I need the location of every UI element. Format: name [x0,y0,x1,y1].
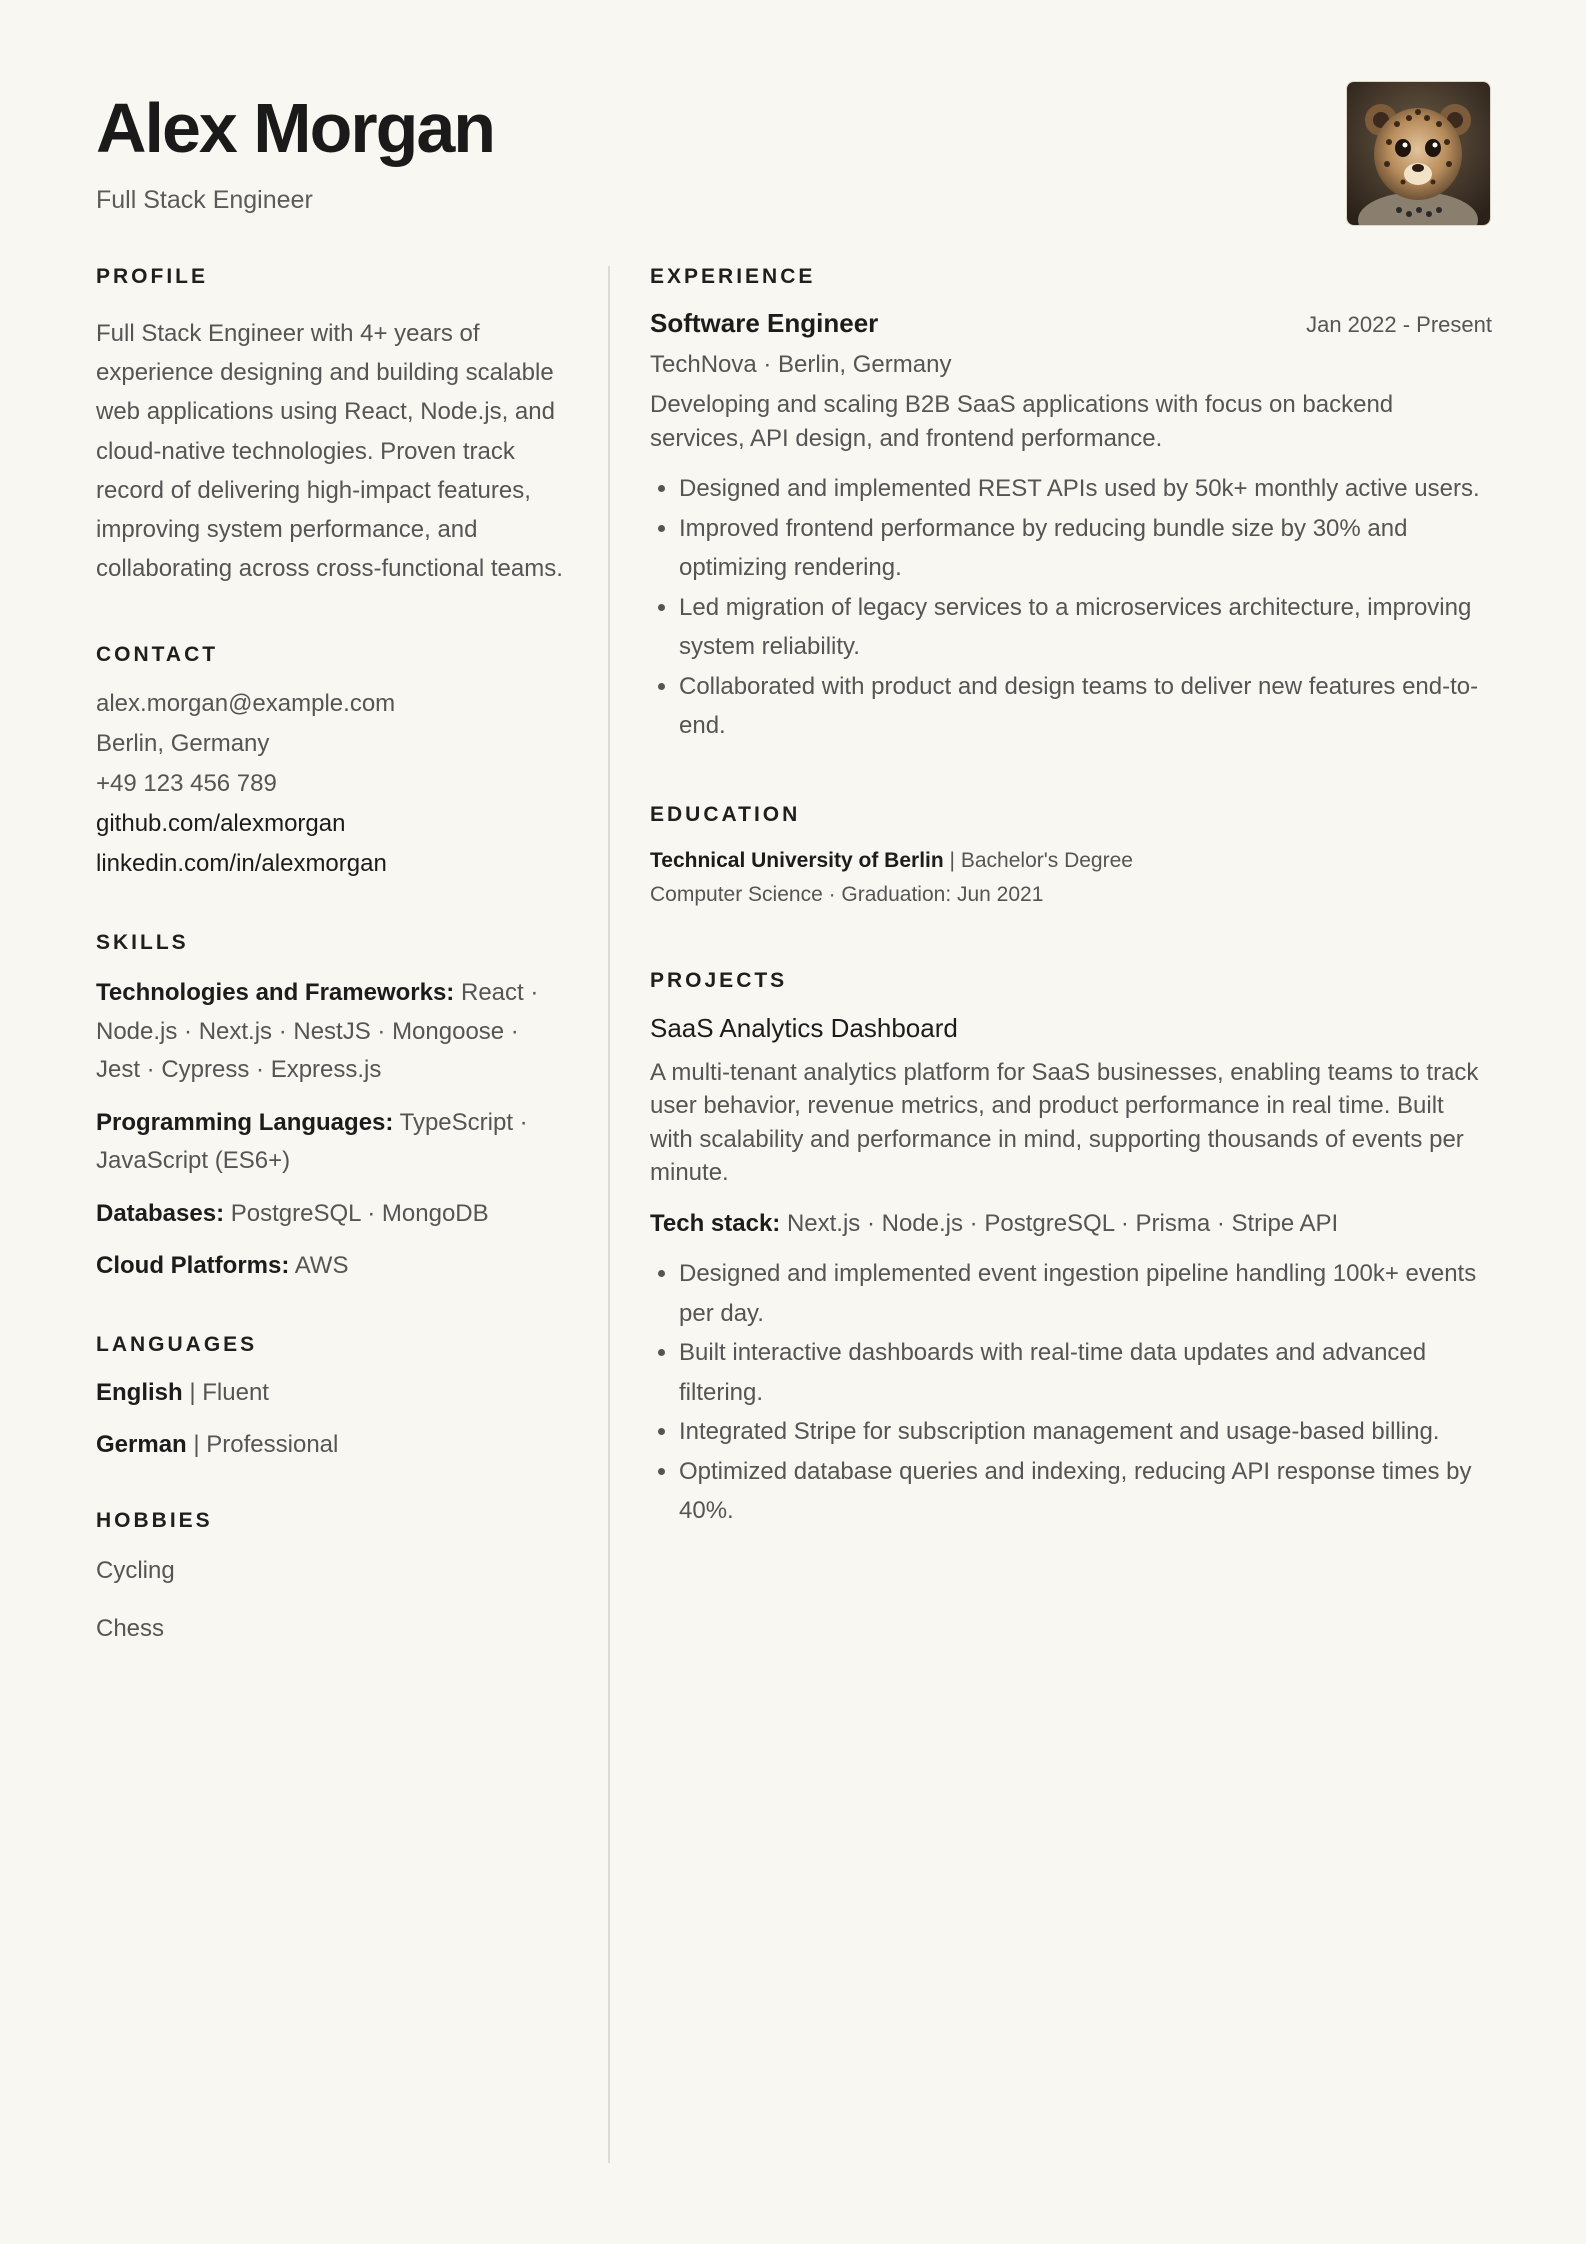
job-description: Developing and scaling B2B SaaS applications with focus on backend services, API design, and frontend performance. [650,391,1394,452]
contact-github-link[interactable]: github.com/alexmorgan [96,810,346,838]
list-item: • Improved frontend performance by reducing bundle size by 30% and optimizing rendering. [679,509,1492,588]
experience-section [650,262,1492,746]
right-column [650,262,1492,1531]
tech-stack-value: Next.js · Node.js · PostgreSQL · Prisma · Stripe API [786,1210,1339,1238]
job-bullets [650,469,1492,746]
skill-label: Cloud Platforms: [96,1252,290,1280]
skill-value: TypeScript · JavaScript (ES6+) [96,1108,528,1175]
contact-heading: CONTACT [96,643,219,667]
job-header [650,308,1492,346]
list-item: • Designed and implemented REST APIs used by 50k+ monthly active users. [679,469,1492,509]
education-heading: EDUCATION [650,802,801,826]
tech-stack-label: Tech stack: [650,1210,781,1238]
skill-label: Programming Languages: [96,1108,394,1136]
profile-section [96,262,566,588]
contact-section [96,640,566,884]
hobby-item: Cycling [96,1556,175,1584]
language-item [96,1376,566,1410]
profile-text: Full Stack Engineer with 4+ years of experience designing and building scalable web applications using React, Node.js, and cloud-native technologies. Proven track record of delivering high-impact features, improving system performance, and collaborating across cross-functional teams. [96,320,563,583]
job-company: TechNova · Berlin, Germany [650,351,952,378]
list-item: • Built interactive dashboards with real-time data updates and advanced filtering. [679,1333,1492,1412]
projects-section [650,966,1492,1531]
job-title: Software Engineer [650,308,879,338]
education-separator: | [949,848,956,872]
hobbies-section [96,1506,566,1658]
skills-section [96,928,566,1286]
contact-location: Berlin, Germany [96,730,270,758]
contact-email[interactable]: alex.morgan@example.com [96,690,396,718]
left-column [96,262,566,1658]
language-level: Fluent [202,1378,269,1406]
skill-group [96,1247,566,1286]
language-item [96,1428,566,1462]
language-separator: | [189,1378,196,1406]
language-name: English [96,1378,183,1406]
skill-group [96,1195,566,1234]
language-name: German [96,1430,187,1458]
avatar-cub-photo-icon [1347,82,1490,225]
languages-section [96,1330,566,1462]
project-description: A multi-tenant analytics platform for SaaS businesses, enabling teams to track user behavior, revenue metrics, and product performance in real time. Built with scalability and performance in mind, supporting thousands of events per minute. [650,1058,1479,1187]
skill-label: Technologies and Frameworks: [96,979,455,1007]
skill-value: AWS [294,1252,349,1280]
languages-heading: LANGUAGES [96,1332,258,1356]
skills-heading: SKILLS [96,931,189,955]
job-dates: Jan 2022 - Present [1306,312,1492,337]
hobbies-heading: HOBBIES [96,1508,213,1532]
list-item: • Collaborated with product and design teams to deliver new features end-to-end. [679,667,1492,746]
education-section [650,800,1492,912]
language-level: Professional [206,1430,339,1458]
projects-heading: PROJECTS [650,968,788,992]
list-item: • Optimized database queries and indexing, reducing API response times by 40%. [679,1452,1492,1531]
contact-phone[interactable]: +49 123 456 789 [96,770,277,798]
avatar [1346,81,1491,226]
skill-group [96,1104,566,1181]
candidate-role: Full Stack Engineer [96,186,313,214]
experience-heading: EXPERIENCE [650,265,816,288]
hobby-item: Chess [96,1614,165,1642]
project-title: SaaS Analytics Dashboard [650,1012,958,1043]
column-divider [608,266,610,2163]
project-tech-stack [650,1204,1492,1244]
education-details: Computer Science · Graduation: Jun 2021 [650,882,1044,906]
skill-value: React · Node.js · Next.js · NestJS · Mongoose · Jest · Cypress · Express.js [96,979,539,1084]
skill-value: PostgreSQL · MongoDB [230,1199,489,1227]
candidate-name: Alex Morgan [96,89,495,167]
profile-heading: PROFILE [96,265,209,288]
project-bullets [650,1254,1492,1531]
list-item: • Designed and implemented event ingestion pipeline handling 100k+ events per day. [679,1254,1492,1333]
language-separator: | [193,1430,200,1458]
education-school: Technical University of Berlin [650,848,944,872]
list-item: • Integrated Stripe for subscription management and usage-based billing. [679,1412,1492,1452]
education-degree: Bachelor's Degree [960,848,1133,872]
education-line [650,844,1492,878]
skill-label: Databases: [96,1199,225,1227]
skill-group [96,974,566,1090]
list-item: • Led migration of legacy services to a microservices architecture, improving system reliability. [679,588,1492,667]
contact-linkedin-link[interactable]: linkedin.com/in/alexmorgan [96,850,387,878]
